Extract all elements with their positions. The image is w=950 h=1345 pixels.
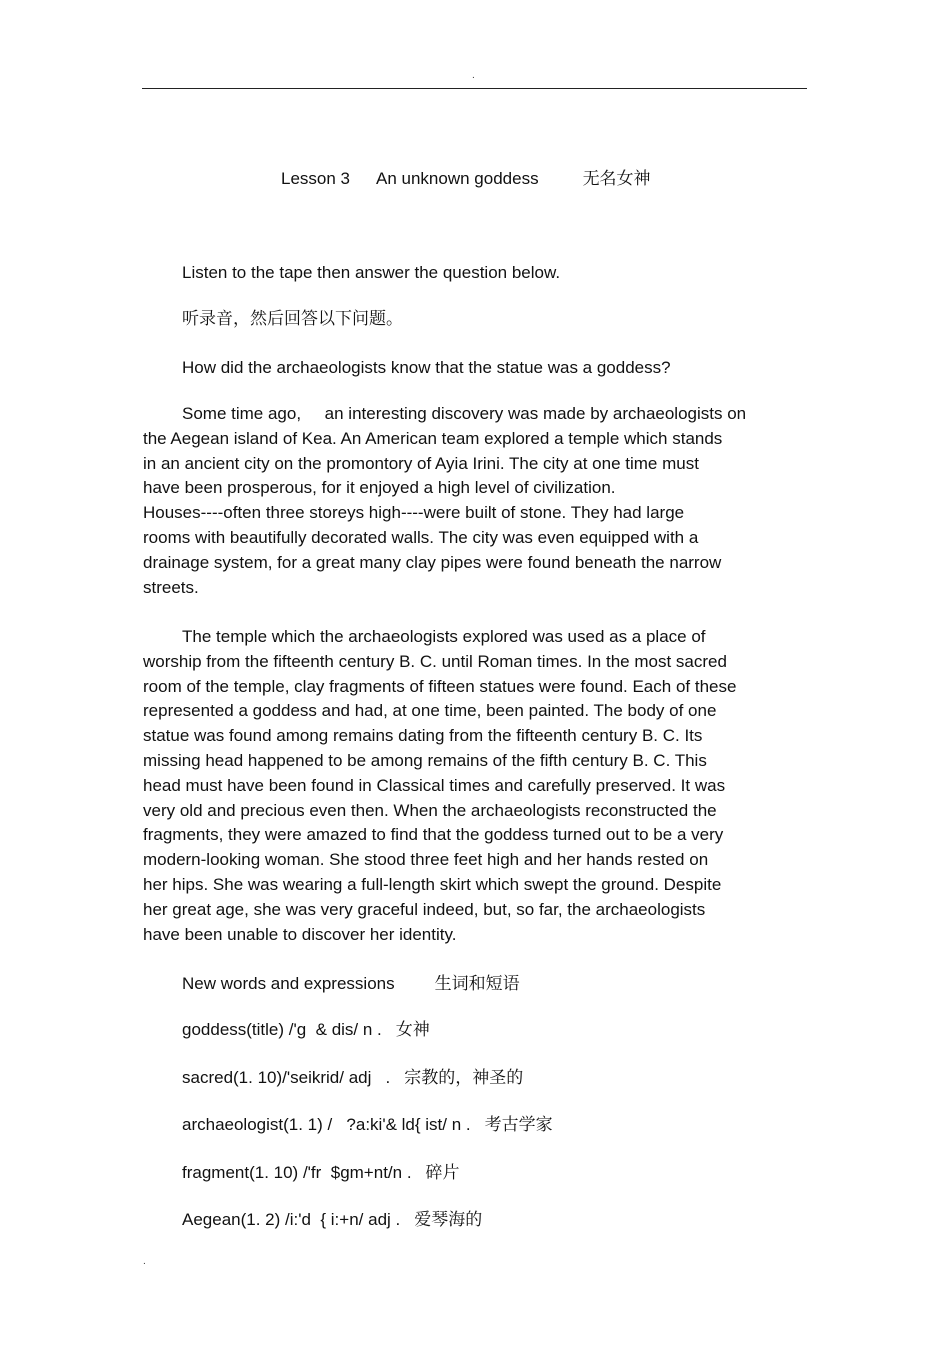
vocab-word: archaeologist(1. 1) / ?a:ki'& ld{ ist/ n . bbox=[182, 1115, 471, 1134]
paragraph-line: very old and precious even then. When the archaeologists reconstructed the bbox=[143, 800, 717, 820]
vocab-word: sacred(1. 10)/'seikrid/ adj . bbox=[182, 1068, 391, 1087]
paragraph-line: fragments, they were amazed to find that the goddess turned out to be a very bbox=[143, 825, 724, 845]
instruction-english: Listen to the tape then answer the question below. bbox=[182, 263, 561, 282]
paragraph-line: represented a goddess and had, at one time, been painted. The body of one bbox=[143, 701, 717, 721]
vocab-word: fragment(1. 10) /'fr $gm+nt/n . bbox=[182, 1163, 412, 1182]
vocab-meaning: 爱琴海的 bbox=[414, 1210, 483, 1229]
paragraph-line: drainage system, for a great many clay pipes were found beneath the narrow bbox=[143, 552, 722, 572]
paragraph-line: Some time ago, an interesting discovery was made by archaeologists on bbox=[182, 404, 747, 423]
paragraph-line: her great age, she was very graceful indeed, but, so far, the archaeologists bbox=[143, 899, 706, 919]
vocab-meaning: 宗教的，神圣的 bbox=[404, 1068, 524, 1087]
paragraph-line: streets. bbox=[143, 577, 199, 597]
paragraph-line: worship from the fifteenth century B. C. until Roman times. In the most sacred bbox=[143, 651, 727, 671]
paragraph-line: room of the temple, clay fragments of fifteen statues were found. Each of these bbox=[143, 676, 737, 696]
vocab-entry bbox=[182, 1067, 523, 1089]
paragraph-line: head must have been found in Classical times and carefully preserved. It was bbox=[143, 775, 726, 795]
paragraph-line: Houses----often three storeys high----were built of stone. They had large bbox=[143, 503, 685, 523]
instruction-chinese: 听录音，然后回答以下问题。 bbox=[182, 309, 403, 328]
paragraph-line: modern-looking woman. She stood three feet high and her hands rested on bbox=[143, 850, 709, 870]
paragraph-1 bbox=[143, 402, 783, 600]
footer-dot: . bbox=[143, 1256, 146, 1267]
vocab-meaning: 女神 bbox=[395, 1020, 430, 1039]
vocab-entry bbox=[182, 1114, 553, 1136]
vocab-meaning: 考古学家 bbox=[484, 1115, 553, 1134]
paragraph-line: the Aegean island of Kea. An American team explored a temple which stands bbox=[143, 428, 723, 448]
header-rule bbox=[142, 88, 807, 89]
vocab-entry bbox=[182, 1209, 482, 1231]
vocab-word: Aegean(1. 2) /i:'d { i:+n/ adj . bbox=[182, 1210, 401, 1229]
lesson-title bbox=[281, 168, 651, 190]
vocab-entry bbox=[182, 1162, 460, 1184]
paragraph-line: her hips. She was wearing a full-length skirt which swept the ground. Despite bbox=[143, 874, 722, 894]
paragraph-line: missing head happened to be among remains of the fifth century B. C. This bbox=[143, 750, 707, 770]
paragraph-line: rooms with beautifully decorated walls. The city was even equipped with a bbox=[143, 527, 699, 547]
vocabulary-heading-english: New words and expressions bbox=[182, 974, 395, 993]
vocab-entry bbox=[182, 1019, 430, 1041]
vocabulary-heading-chinese: 生词和短语 bbox=[434, 974, 520, 993]
paragraph-line: have been unable to discover her identity. bbox=[143, 924, 457, 944]
vocab-word: goddess(title) /'g & dis/ n . bbox=[182, 1020, 382, 1039]
vocab-meaning: 碎片 bbox=[425, 1163, 460, 1182]
lesson-title-chinese: 无名女神 bbox=[582, 169, 651, 188]
paragraph-line: The temple which the archaeologists explored was used as a place of bbox=[182, 627, 706, 646]
header-dot: . bbox=[472, 70, 475, 81]
lesson-title-english: An unknown goddess bbox=[376, 169, 539, 188]
paragraph-2 bbox=[143, 625, 783, 947]
paragraph-line: have been prosperous, for it enjoyed a high level of civilization. bbox=[143, 478, 616, 498]
lesson-number: Lesson 3 bbox=[281, 169, 350, 188]
paragraph-line: in an ancient city on the promontory of Ayia Irini. The city at one time must bbox=[143, 453, 699, 473]
paragraph-line: statue was found among remains dating from the fifteenth century B. C. Its bbox=[143, 726, 703, 746]
question: How did the archaeologists know that the statue was a goddess? bbox=[182, 358, 671, 377]
vocabulary-heading bbox=[182, 973, 520, 995]
